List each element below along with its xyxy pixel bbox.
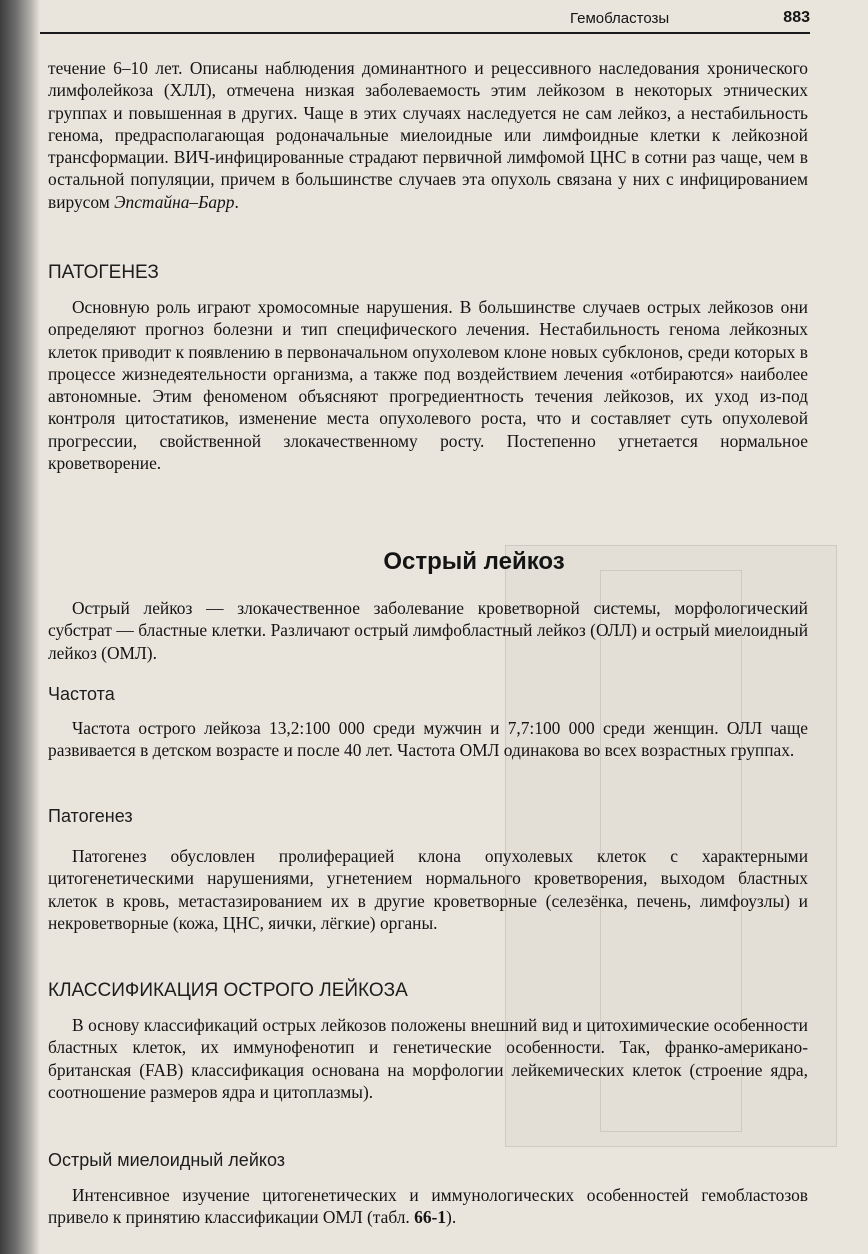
intro-paragraph-text: течение 6–10 лет. Описаны наблюдения доминантного и рецессивного наследования хронического лимфолейкоза (ХЛЛ), отмечена низкая заболеваемость этим лейкозом в некоторых этнических группах и повышенная в других. Чаще в этих случаях наследуется не сам лейкоз, а нестабильность генома, предрасполагающая родоначальные миелоидные или лимфоидные клетки к лейкозной трансформации. ВИЧ-инфицированные страдают первичной лимфомой ЦНС в сотни раз чаще, чем в остальной популяции, причем в большинстве случаев эта опухоль связана у них с инфицированием вирусом xyxy=(48,58,808,212)
section-heading-pathogenesis: ПАТОГЕНЕЗ xyxy=(48,262,159,283)
aml-paragraph-end: ). xyxy=(446,1207,457,1228)
table-reference[interactable]: 66-1 xyxy=(414,1207,447,1228)
intro-paragraph xyxy=(48,57,808,213)
frequency-paragraph: Частота острого лейкоза 13,2:100 000 среди мужчин и 7,7:100 000 среди женщин. ОЛЛ чаще развивается в детском возрасте и после 40 лет. Частота ОМЛ одинакова во всех возрастных группах. xyxy=(48,718,808,761)
aml-paragraph xyxy=(48,1184,808,1229)
running-head-title: Гемобластозы xyxy=(570,10,670,27)
page-number: 883 xyxy=(783,9,810,26)
intro-paragraph-end: . xyxy=(234,191,239,212)
aml-paragraph-text: Интенсивное изучение цитогенетических и иммунологических особенностей гемобластозов привело к принятию классификации ОМЛ (табл. xyxy=(48,1185,808,1228)
virus-name: Эпстайна–Барр xyxy=(114,191,235,212)
acute-leukemia-paragraph: Острый лейкоз — злокачественное заболевание кроветворной системы, морфологический субстрат — бластные клетки. Различают острый лимфобластный лейкоз (ОЛЛ) и острый миелоидный лейкоз (ОМЛ). xyxy=(48,598,808,663)
classification-paragraph: В основу классификаций острых лейкозов положены внешний вид и цитохимические особенности бластных клеток, их иммунофенотип и генетические особенности. Так, франко-американо-британская (FAB) классификация основана на морфологии лейкемических клеток (строение ядра, соотношение размеров ядра и цитоплазмы). xyxy=(48,1015,808,1102)
running-head xyxy=(40,10,810,34)
chapter-title-acute-leukemia: Острый лейкоз xyxy=(383,548,565,575)
subheading-pathogenesis: Патогенез xyxy=(48,806,133,826)
pathogenesis-paragraph: Основную роль играют хромосомные нарушения. В большинстве случаев острых лейкозов они определяют прогноз болезни и тип специфического лечения. Нестабильность генома лейкозных клеток приводит к появлению в первоначальном опухолевом клоне новых субклонов, среди которых в процессе жизнедеятельности организма, а также под воздействием лечения «отбираются» наиболее автономные. Этим феноменом объясняют прогредиентность течения лейкозов, их уход из-под контроля цитостатиков, изменение места опухолевого роста, что и составляет суть опухолевой прогрессии, свойственной злокачественному росту. Постепенно угнетается нормальное кроветворение. xyxy=(48,297,808,474)
pathogenesis-sub-paragraph: Патогенез обусловлен пролиферацией клона опухолевых клеток с характерными цитогенетическими нарушениями, угнетением нормального кроветворения, выходом бластных клеток в кровь, метастазированием их в другие кроветворные (селезёнка, печень, лимфоузлы) и некроветворные (кожа, ЦНС, яички, лёгкие) органы. xyxy=(48,846,808,933)
subheading-frequency: Частота xyxy=(48,684,115,704)
subheading-aml: Острый миелоидный лейкоз xyxy=(48,1150,286,1170)
section-heading-classification: КЛАССИФИКАЦИЯ ОСТРОГО ЛЕЙКОЗА xyxy=(48,980,408,1001)
